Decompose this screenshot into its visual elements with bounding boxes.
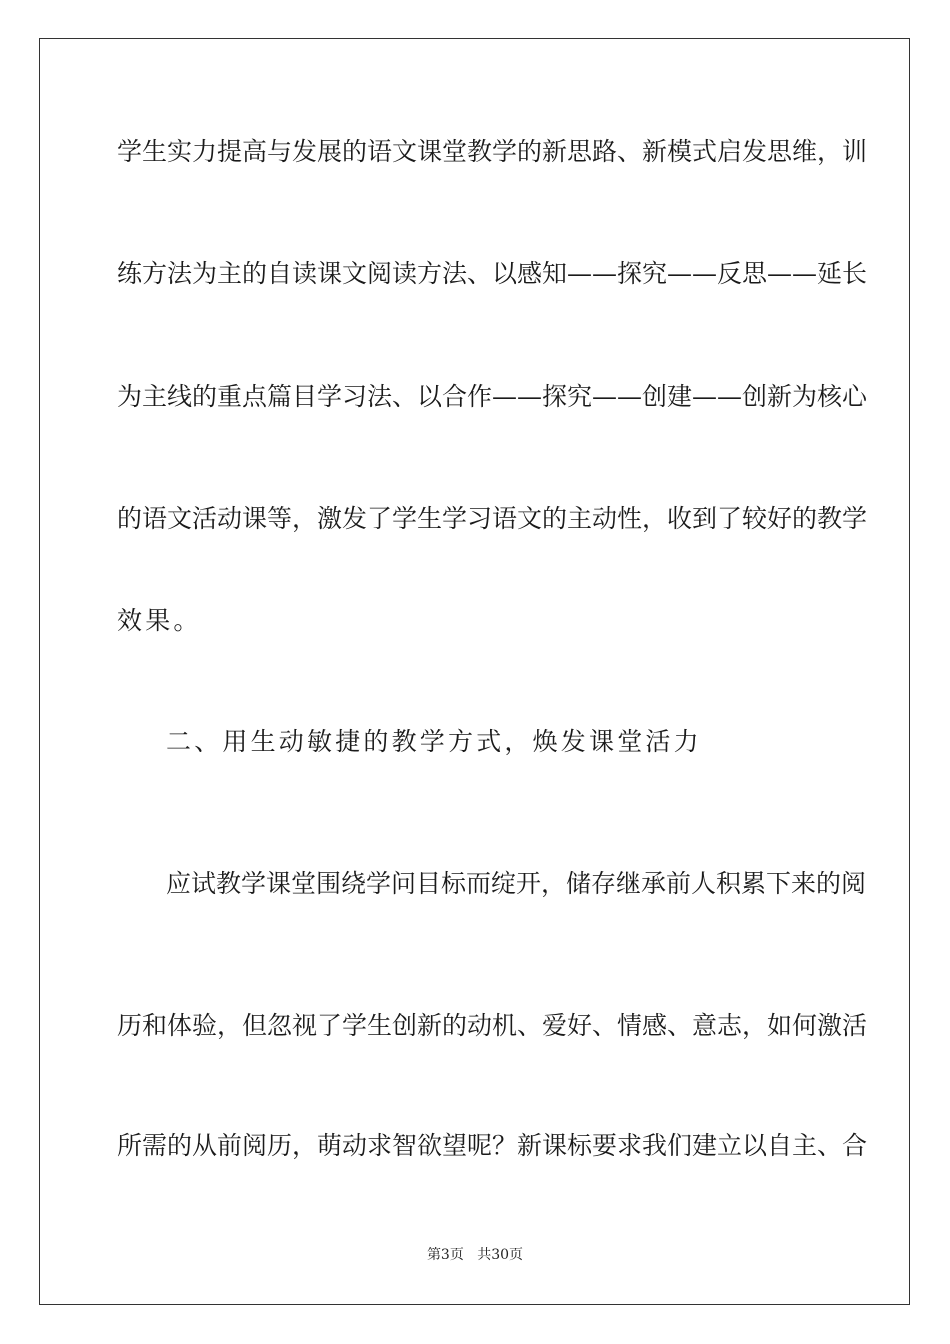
page-footer	[0, 1245, 950, 1265]
paragraph-line-7: 历和体验，但忽视了学生创新的动机、爱好、情感、意志，如何激活	[117, 1011, 868, 1040]
paragraph-line-3: 为主线的重点篇目学习法、以合作——探究——创建——创新为核心	[117, 382, 868, 411]
paragraph-line-1: 学生实力提高与发展的语文课堂教学的新思路、新模式启发思维，训	[117, 137, 868, 166]
paragraph-line-2: 练方法为主的自读课文阅读方法、以感知——探究——反思——延长	[117, 259, 868, 288]
paragraph-line-8: 所需的从前阅历，萌动求智欲望呢？新课标要求我们建立以自主、合	[117, 1131, 868, 1160]
paragraph-line-5: 效果。	[117, 606, 202, 635]
paragraph-line-6: 应试教学课堂围绕学问目标而绽开，储存继承前人积累下来的阅	[166, 869, 867, 898]
page-border	[39, 38, 910, 1305]
page-total: 共30页	[477, 1247, 524, 1263]
section-heading: 二、用生动敏捷的教学方式，焕发课堂活力	[166, 727, 702, 756]
paragraph-line-4: 的语文活动课等，激发了学生学习语文的主动性，收到了较好的教学	[117, 504, 868, 533]
page-number: 第3页	[426, 1247, 464, 1263]
